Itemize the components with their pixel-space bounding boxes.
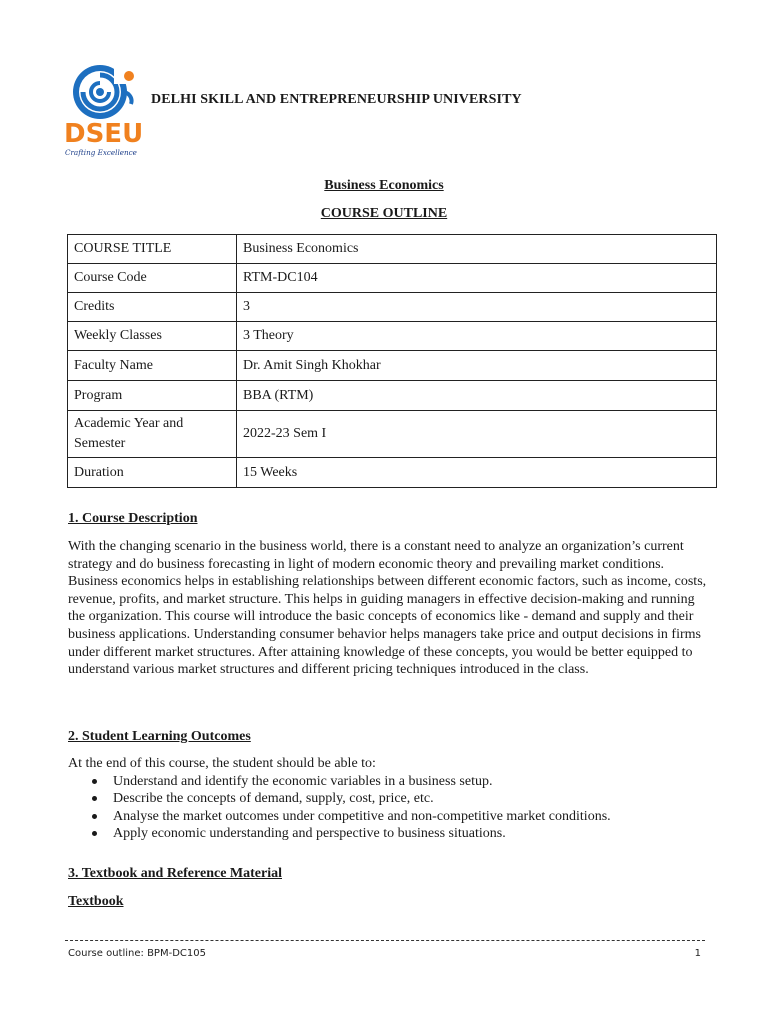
table-cell-key: Course Code: [68, 264, 237, 293]
outcomes-list: [68, 773, 708, 843]
list-item: Analyse the market outcomes under competitive and non-competitive market conditions.: [113, 808, 708, 826]
table-row: [68, 293, 717, 322]
table-cell-key: Faculty Name: [68, 351, 237, 381]
course-info-table: [67, 234, 717, 488]
document-subtitle: COURSE OUTLINE: [320, 206, 448, 221]
table-row: [68, 411, 717, 458]
table-cell-value: 3: [237, 293, 717, 322]
table-cell-value: RTM-DC104: [237, 264, 717, 293]
table-cell-value: Dr. Amit Singh Khokhar: [237, 351, 717, 381]
page-footer: [68, 948, 701, 959]
page-number: 1: [694, 948, 701, 959]
dseu-logo: [64, 62, 146, 158]
footer-label: Course outline: BPM-DC105: [68, 948, 206, 959]
section-heading: 1. Course Description: [68, 511, 198, 526]
footer-divider: [65, 940, 705, 941]
course-description-text: With the changing scenario in the business world, there is a constant need to analyze an organization’s current strategy and do business forecasting in light of modern economic theory and prevailing market conditions. Business economics helps in establishing relationships between different economic factors, such as income, costs, revenue, profits, and market structure. This helps in guiding managers in effective decision-making and running the organization. This course will introduce the basic concepts of economics like - demand and supply and their business applications. Understanding consumer behavior helps managers take price and output decisions in firms under different market structures. After attaining knowledge of these concepts, you would be better equipped to understand various market structures and different pricing techniques introduced in the class.: [68, 539, 707, 678]
textbook-subheading: Textbook: [68, 894, 124, 909]
textbook-section: [68, 866, 708, 910]
table-cell-value: 2022-23 Sem I: [237, 411, 717, 458]
table-cell-key: COURSE TITLE: [68, 235, 237, 264]
table-cell-key: Academic Year and Semester: [68, 411, 237, 458]
section-heading: 3. Textbook and Reference Material: [68, 866, 282, 881]
table-cell-key: Weekly Classes: [68, 322, 237, 351]
document-header: [64, 62, 704, 162]
table-row: [68, 351, 717, 381]
section-heading: 2. Student Learning Outcomes: [68, 729, 251, 744]
table-row: [68, 381, 717, 411]
table-row: [68, 264, 717, 293]
learning-outcomes-section: [68, 729, 708, 843]
list-item: Describe the concepts of demand, supply, cost, price, etc.: [113, 790, 708, 808]
logo-tagline: Crafting Excellence: [65, 148, 137, 157]
table-row: [68, 322, 717, 351]
list-item: Understand and identify the economic variables in a business setup.: [113, 773, 708, 791]
table-cell-key: Program: [68, 381, 237, 411]
logo-wordmark: DSEU: [64, 119, 144, 149]
table-cell-key: Credits: [68, 293, 237, 322]
course-description-section: [68, 511, 708, 679]
outcomes-intro: At the end of this course, the student should be able to:: [68, 756, 376, 771]
table-cell-value: BBA (RTM): [237, 381, 717, 411]
table-cell-value: 15 Weeks: [237, 458, 717, 488]
table-cell-value: Business Economics: [237, 235, 717, 264]
university-name: DELHI SKILL AND ENTREPRENEURSHIP UNIVERSITY: [151, 92, 522, 107]
list-item: Apply economic understanding and perspective to business situations.: [113, 825, 708, 843]
table-row: [68, 458, 717, 488]
document-title: Business Economics: [324, 178, 444, 193]
table-cell-value: 3 Theory: [237, 322, 717, 351]
table-row: [68, 235, 717, 264]
table-cell-key: Duration: [68, 458, 237, 488]
